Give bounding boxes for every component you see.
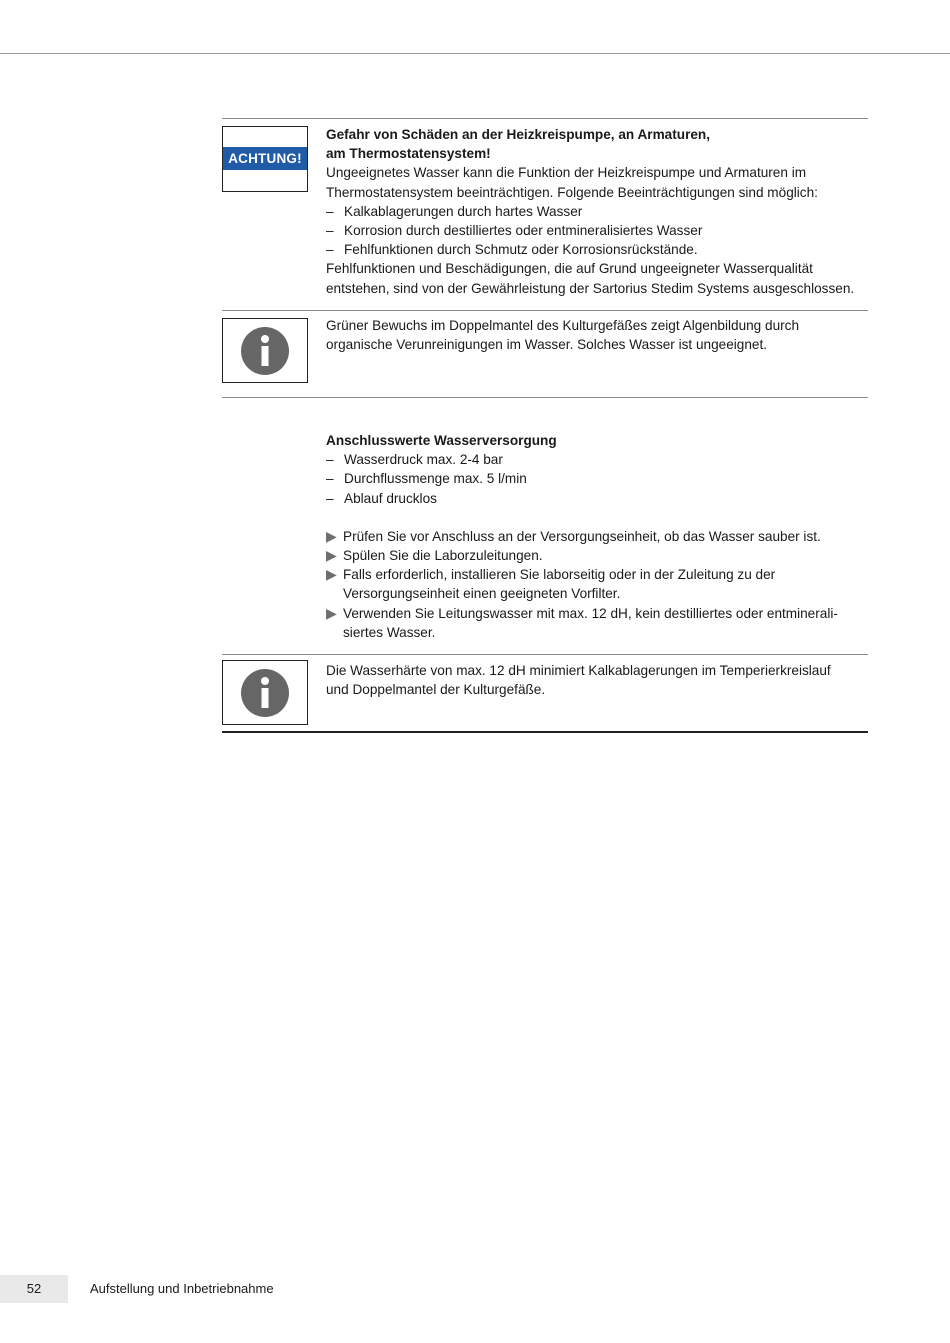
list-item: – Durchflussmenge max. 5 l/min — [326, 469, 871, 488]
footer-section-title: Aufstellung und Inbetriebnahme — [90, 1281, 274, 1296]
step-arrow-icon: ▶ — [326, 527, 337, 544]
section-end-rule — [222, 731, 868, 733]
info-text — [326, 661, 871, 699]
header-rule — [0, 53, 950, 54]
instruction-step: ▶ Falls erforderlich, installieren Sie laborseitig oder in der Zuleitung zu der Versorgungseinheit einen geeigneten Vorfilter. — [326, 566, 776, 602]
section-heading: Anschlusswerte Wasserversorgung — [326, 433, 557, 448]
warning-title-line: am Thermostatensystem! — [326, 146, 491, 162]
dash-bullet: – — [326, 203, 334, 219]
list-item: – Ablauf drucklos — [326, 489, 871, 508]
warning-notice-box — [222, 126, 308, 192]
supply-section — [326, 431, 871, 642]
step-arrow-icon: ▶ — [326, 566, 337, 583]
info-line: organische Verunreinigungen im Wasser. Solches Wasser ist ungeeignet. — [326, 337, 768, 353]
instruction-step: ▶ Verwenden Sie Leitungswasser mit max. 12 dH, kein destilliertes oder entminerali- siertes Wasser. — [326, 604, 838, 640]
info-line: Die Wasserhärte von max. 12 dH minimiert Kalkablagerungen im Temperierkreislauf — [326, 663, 831, 678]
achtung-label: ACHTUNG! — [223, 147, 307, 170]
info-text — [326, 316, 871, 354]
dash-bullet: – — [326, 452, 334, 468]
info-line: und Doppelmantel der Kulturgefäße. — [326, 682, 546, 698]
dash-bullet: – — [326, 490, 334, 506]
info-notice-box — [222, 660, 308, 725]
info-icon — [240, 326, 290, 376]
step-arrow-icon: ▶ — [326, 604, 337, 621]
warning-intro-line: Thermostatensystem beeinträchtigen. Folgende Beeinträchtigungen sind möglich: — [326, 184, 818, 200]
warning-text — [326, 125, 871, 298]
list-item: – Kalkablagerungen durch hartes Wasser — [326, 202, 871, 221]
warning-title-line: Gefahr von Schäden an der Heizkreispumpe, an Armaturen, — [326, 127, 711, 142]
dash-bullet: – — [326, 242, 334, 258]
list-item: – Wasserdruck max. 2-4 bar — [326, 450, 871, 469]
info-notice-box — [222, 318, 308, 383]
list-item: – Korrosion durch destilliertes oder entmineralisiertes Wasser — [326, 221, 871, 240]
info-line: Grüner Bewuchs im Doppelmantel des Kulturgefäßes zeigt Algenbildung durch — [326, 318, 800, 333]
section-divider — [222, 397, 868, 398]
instruction-step: ▶ Spülen Sie die Laborzuleitungen. — [326, 546, 871, 565]
section-divider — [222, 118, 868, 119]
dash-bullet: – — [326, 223, 334, 239]
dash-bullet: – — [326, 471, 334, 487]
page-number: 52 — [0, 1275, 68, 1303]
warning-closing-line: entstehen, sind von der Gewährleistung der Sartorius Stedim Systems ausgeschlossen. — [326, 280, 855, 296]
warning-intro-line: Ungeeignetes Wasser kann die Funktion der Heizkreispumpe und Armaturen im — [326, 165, 807, 181]
section-divider — [222, 310, 868, 311]
list-item: – Fehlfunktionen durch Schmutz oder Korrosionsrückstände. — [326, 240, 871, 259]
info-icon — [240, 668, 290, 718]
warning-closing-line: Fehlfunktionen und Beschädigungen, die auf Grund ungeeigneter Wasserqualität — [326, 261, 813, 277]
section-divider — [222, 654, 868, 655]
instruction-step: ▶ Prüfen Sie vor Anschluss an der Versorgungseinheit, ob das Wasser sauber ist. — [326, 527, 871, 546]
step-arrow-icon: ▶ — [326, 547, 337, 564]
